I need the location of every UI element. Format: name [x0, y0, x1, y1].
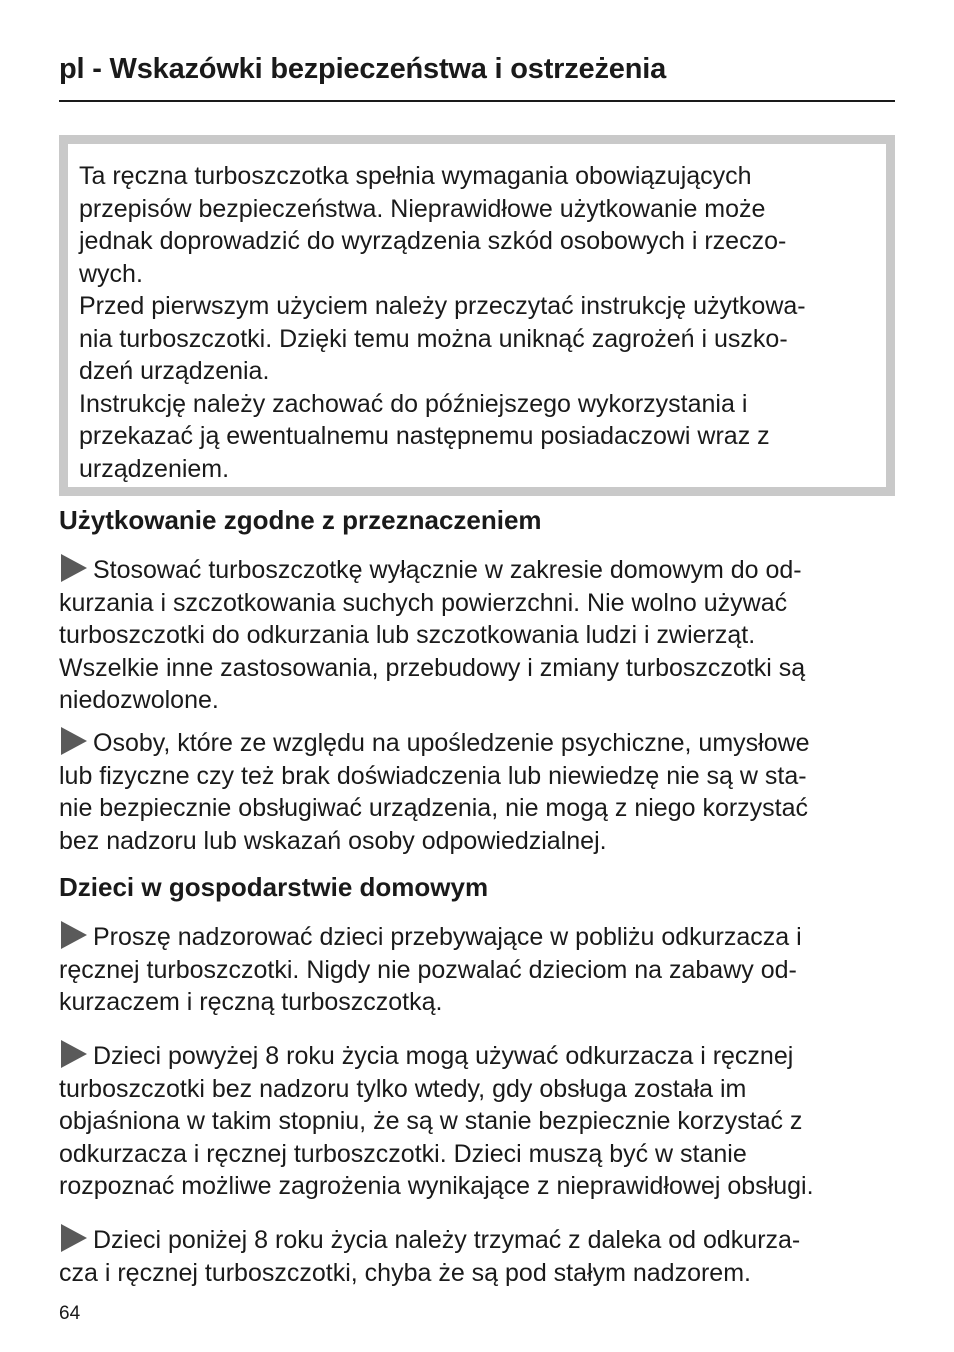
list-item [59, 1224, 899, 1289]
list-item-text: Osoby, które ze względu na upośledzenie psychiczne, umysłowe lub fizyczne czy też brak doświadczenia lub niewiedzę nie są w sta- nie bezpiecznie obsługiwać urządzenia, nie mogą z niego korzystać bez nadzoru lub wskazań osoby odpowiedzialnej. [59, 729, 810, 855]
triangle-bullet-icon [61, 921, 87, 949]
section-title-children: Dzieci w gospodarstwie domowym [59, 872, 489, 902]
list-item [59, 921, 899, 1019]
list-item [59, 554, 899, 717]
page-number: 64 [59, 1303, 81, 1324]
list-item [59, 727, 899, 857]
page-title: pl - Wskazówki bezpieczeństwa i ostrzeżenia [59, 53, 667, 85]
triangle-bullet-icon [61, 1224, 87, 1252]
intro-text: Ta ręczna turboszczotka spełnia wymagania obowiązujących przepisów bezpieczeństwa. Nieprawidłowe użytkowanie może jednak doprowadzić do wyrządzenia szkód osobowych i rzeczo- wych. Przed pierwszym użyciem należy przeczytać instrukcję użytkowa- nia turboszczotki. Dzięki temu można uniknąć zagrożeń i uszko- dzeń urządzenia. Instrukcję należy zachować do późniejszego wykorzystania i przekazać ją ewentualnemu następnemu posiadaczowi wraz z urządzeniem. [79, 162, 806, 483]
list-item-text: Stosować turboszczotkę wyłącznie w zakresie domowym do od- kurzania i szczotkowania suchych powierzchni. Nie wolno używać turboszczotki do odkurzania lub szczotkowania ludzi i zwierząt. Wszelkie inne zastosowania, przebudowy i zmiany turboszczotki są niedozwolone. [59, 556, 806, 714]
list-item-text: Proszę nadzorować dzieci przebywające w pobliżu odkurzacza i ręcznej turboszczotki. Nigdy nie pozwalać dzieciom na zabawy od- kurzaczem i ręczną turboszczotką. [59, 923, 802, 1016]
list-item-text: Dzieci powyżej 8 roku życia mogą używać odkurzacza i ręcznej turboszczotki bez nadzoru tylko wtedy, gdy obsługa została im objaśniona w takim stopniu, że są w stanie bezpiecznie korzystać z odkurzacza i ręcznej turboszczotki. Dzieci muszą być w stanie rozpoznać możliwe zagrożenia wynikające z nieprawidłowej obsługi. [59, 1042, 814, 1200]
list-item [59, 1040, 899, 1203]
section-title-intended-use: Użytkowanie zgodne z przeznaczeniem [59, 505, 542, 535]
triangle-bullet-icon [61, 1040, 87, 1068]
triangle-bullet-icon [61, 554, 87, 582]
list-item-text: Dzieci poniżej 8 roku życia należy trzymać z daleka od odkurza- cza i ręcznej turboszczotki, chyba że są pod stałym nadzorem. [59, 1226, 801, 1287]
page-header [59, 50, 895, 102]
triangle-bullet-icon [61, 727, 87, 755]
intro-notice-box [59, 135, 895, 496]
